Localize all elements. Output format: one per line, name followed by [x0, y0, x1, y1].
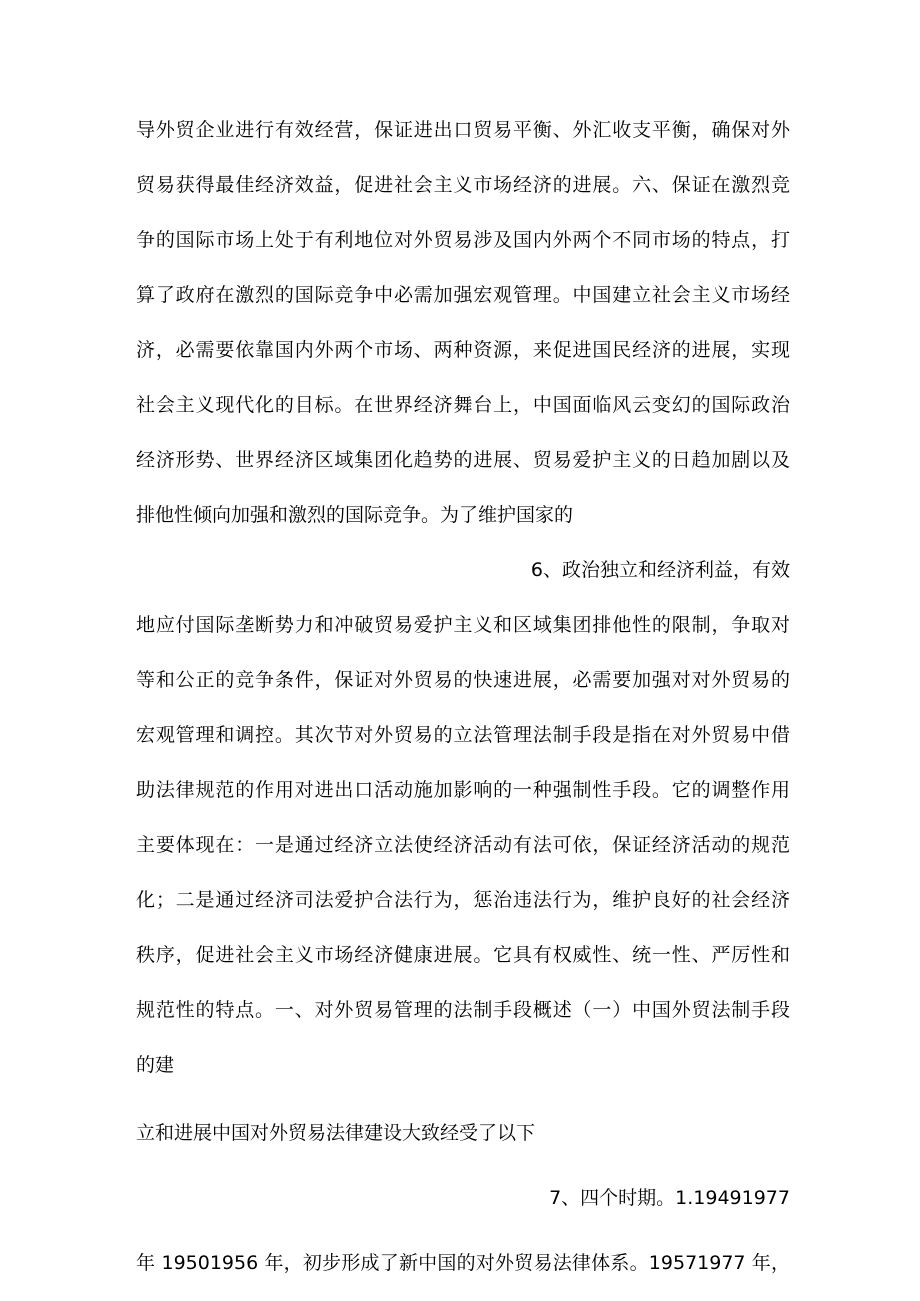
text-line: 秩序，促进社会主义市场经济健康进展。它具有权威性、统一性、严厉性和	[136, 944, 790, 966]
text-line: 算了政府在激烈的国际竞争中必需加强宏观管理。中国建立社会主义市场经	[136, 284, 790, 306]
text-line: 排他性倾向加强和激烈的国际竞争。为了维护国家的	[136, 504, 574, 526]
text-line: 导外贸企业进行有效经营，保证进出口贸易平衡、外汇收支平衡，确保对外	[136, 119, 790, 141]
text-line: 立和进展中国对外贸易法律建设大致经受了以下	[136, 1122, 536, 1144]
text-line: 宏观管理和调控。其次节对外贸易的立法管理法制手段是指在对外贸易中借	[136, 724, 790, 746]
text-line: 经济形势、世界经济区域集团化趋势的进展、贸易爱护主义的日趋加剧以及	[136, 449, 790, 471]
text-line: 社会主义现代化的目标。在世界经济舞台上，中国面临风云变幻的国际政治	[136, 394, 790, 416]
text-line: 化；二是通过经济司法爱护合法行为，惩治违法行为，维护良好的社会经济	[136, 889, 790, 911]
text-line: 等和公正的竞争条件，保证对外贸易的快速进展，必需要加强对对外贸易的	[136, 669, 790, 691]
text-line: 7、四个时期。1.19491977	[549, 1187, 790, 1209]
text-line: 主要体现在：一是通过经济立法使经济活动有法可依，保证经济活动的规范	[136, 834, 790, 856]
text-line: 济，必需要依靠国内外两个市场、两种资源，来促进国民经济的进展，实现	[136, 339, 790, 361]
text-line: 贸易获得最佳经济效益，促进社会主义市场经济的进展。六、保证在激烈竞	[136, 174, 790, 196]
text-line: 争的国际市场上处于有利地位对外贸易涉及国内外两个不同市场的特点，打	[136, 229, 790, 251]
text-line: 的建	[136, 1054, 175, 1076]
text-line: 规范性的特点。一、对外贸易管理的法制手段概述（一）中国外贸法制手段	[136, 999, 790, 1021]
text-line: 助法律规范的作用对进出口活动施加影响的一种强制性手段。它的调整作用	[136, 779, 790, 801]
text-line: 地应付国际垄断势力和冲破贸易爱护主义和区域集团排他性的限制，争取对	[136, 614, 790, 636]
text-line: 6、政治独立和经济利益，有效	[530, 559, 790, 581]
text-line: 年 19501956 年，初步形成了新中国的对外贸易法律体系。19571977 年，	[136, 1252, 790, 1274]
